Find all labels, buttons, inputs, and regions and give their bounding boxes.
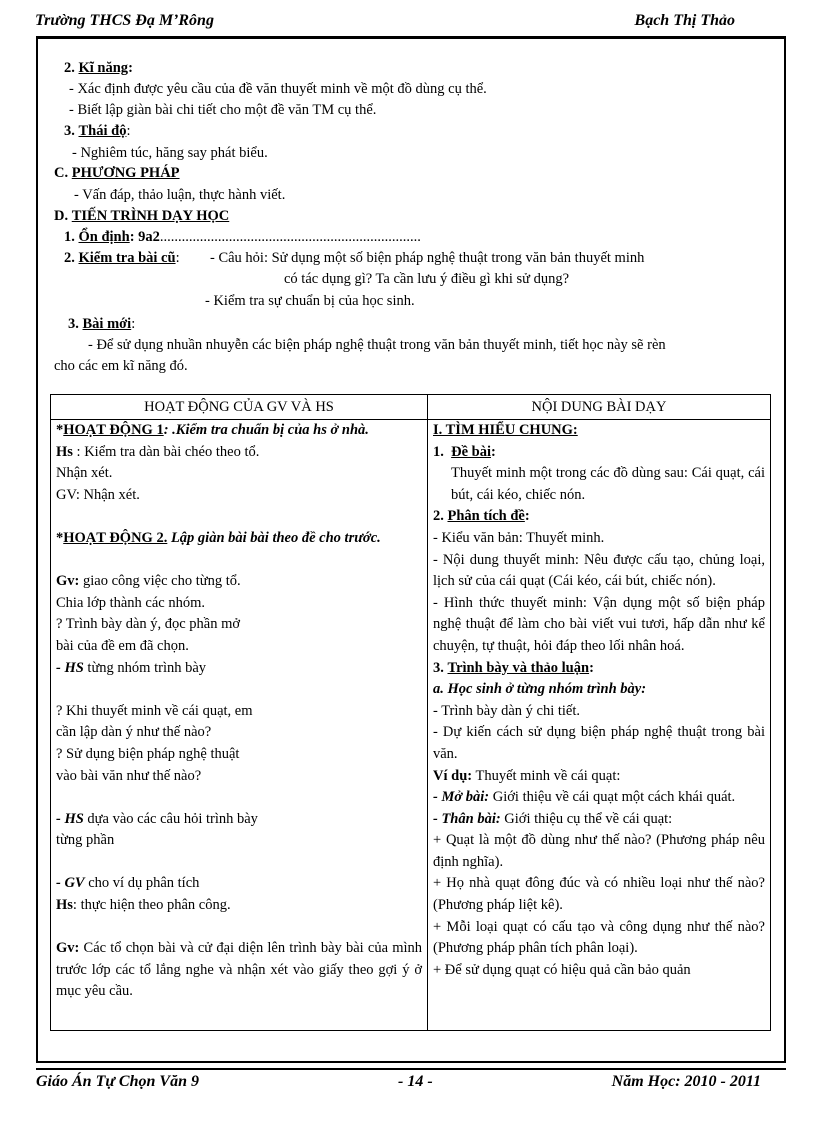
- activity-1-title: HOẠT ĐỘNG 1: [63, 422, 164, 438]
- skills-item-2: - Biết lập giàn bài chi tiết cho một đề văn TM cụ thể.: [69, 102, 377, 118]
- step-3-colon: :: [131, 316, 136, 332]
- hs-label-2: - HS: [56, 659, 84, 676]
- step-2-question-1: - Câu hỏi: Sử dụng một số biện pháp nghệ thuật trong văn bản thuyết minh: [210, 250, 645, 266]
- content-column: [433, 420, 765, 1030]
- gv-label-3: - GV: [56, 875, 85, 892]
- activity-1-prefix: *: [56, 422, 64, 438]
- gv-line-2: [56, 571, 422, 593]
- subsection-1-heading: 1. Đề bài:: [433, 443, 496, 460]
- subsection-3-heading: 3. Trình bày và thảo luận:: [433, 659, 594, 676]
- subsection-1-title: Đề bài: [451, 443, 491, 460]
- step-3: [68, 314, 135, 334]
- question-2-line-2: cần lập dàn ý như thế nào?: [56, 724, 212, 741]
- page-footer: [36, 1068, 786, 1097]
- table-body-row: [51, 420, 771, 1031]
- activity-2-desc: Lập giàn bài bài theo đề cho trước.: [167, 529, 381, 546]
- hs-text-2: từng nhóm trình bày: [83, 659, 207, 676]
- page-number: - 14 -: [398, 1073, 433, 1090]
- subsection-2-number: 2.: [433, 508, 444, 525]
- example-line: [433, 766, 765, 788]
- process-heading: [54, 206, 229, 226]
- footer-title: Giáo Án Tự Chọn Văn 9: [36, 1073, 199, 1090]
- skills-heading: [64, 58, 133, 78]
- point-4: + Để sử dụng quạt có hiệu quả cần bảo quản: [433, 961, 691, 978]
- gv-line-1: GV: Nhận xét.: [56, 486, 140, 503]
- lesson-table: [50, 394, 771, 1031]
- question-2-line-1: ? Khi thuyết minh về cái quạt, em: [56, 702, 253, 719]
- step-2-colon: :: [175, 250, 180, 266]
- hs-line-3b: từng phần: [56, 832, 115, 849]
- question-1-line-1: ? Trình bày dàn ý, đọc phần mở: [56, 616, 241, 633]
- skills-title: Kĩ năng: [78, 60, 129, 76]
- hs-text-4: : thực hiện theo phân công.: [72, 897, 231, 914]
- hs-label-1: Hs: [56, 443, 73, 460]
- activity-2-heading: [56, 528, 422, 550]
- hs-line-2: [56, 658, 422, 680]
- gv-line-4: [56, 938, 422, 1003]
- activities-cell: [51, 420, 428, 1031]
- subsection-3-title: Trình bày và thảo luận: [447, 659, 590, 676]
- gv-line-3: [56, 873, 422, 895]
- example-text: Thuyết minh về cái quạt:: [472, 767, 621, 784]
- step-2-number: 2.: [64, 250, 75, 266]
- attitude-title: Thái độ: [78, 123, 127, 139]
- intro-label: - Mở bài:: [433, 789, 490, 806]
- point-2: + Họ nhà quạt đông đúc và có nhiều loại như thế nào? (Phương pháp liệt kê).: [433, 875, 765, 914]
- step-2-question-3: - Kiểm tra sự chuẩn bị của học sinh.: [205, 293, 415, 309]
- step-1-dots: ........................................................................: [159, 229, 421, 245]
- hs-text-1: : Kiểm tra dàn bài chéo theo tổ.: [72, 443, 260, 460]
- page-header: [35, 12, 760, 34]
- hs-line-3: [56, 809, 422, 831]
- question-1-line-2: bài của đề em đã chọn.: [56, 637, 189, 654]
- school-year: Năm Học: 2010 - 2011: [611, 1073, 761, 1090]
- hs-label-4: Hs: [56, 897, 73, 914]
- step-1-number: 1.: [64, 229, 75, 245]
- header-activities: HOẠT ĐỘNG CỦA GV VÀ HS: [51, 395, 428, 420]
- skills-number: 2.: [64, 60, 75, 76]
- subsection-3-number: 3.: [433, 659, 444, 676]
- point-1: + Quạt là một đồ dùng như thế nào? (Phương pháp nêu định nghĩa).: [433, 832, 765, 870]
- point-3: + Mỗi loại quạt có cấu tạo và công dụng như thế nào? (Phương pháp phân tích phân loại).: [433, 918, 765, 957]
- step-2-question-2: có tác dụng gì? Ta cần lưu ý điều gì khi sử dụng?: [284, 271, 570, 287]
- gv-text-3: cho ví dụ phân tích: [84, 875, 200, 892]
- subsection-2-heading: 2. Phân tích đề:: [433, 508, 530, 525]
- hs-line-4: [56, 895, 422, 917]
- gv-label-4: Gv:: [56, 940, 80, 957]
- table-header-row: [51, 395, 771, 420]
- skills-colon: :: [128, 60, 133, 76]
- subsection-1-number: 1.: [433, 443, 444, 460]
- school-name: Trường THCS Đạ M’Rông: [35, 12, 214, 29]
- hs-label-3: - HS: [56, 810, 84, 827]
- body-line: [433, 809, 765, 831]
- intro-line: [433, 787, 765, 809]
- process-number: D.: [54, 208, 69, 224]
- activities-column: [56, 420, 422, 1030]
- example-label: Ví dụ:: [433, 767, 473, 784]
- attitude-number: 3.: [64, 123, 75, 139]
- body-label: - Thân bài:: [433, 810, 501, 827]
- activity-2-title: HOẠT ĐỘNG 2.: [63, 529, 168, 546]
- process-title: TIẾN TRÌNH DẠY HỌC: [71, 208, 230, 224]
- step-2: [64, 248, 180, 268]
- review-line: Nhận xét.: [56, 465, 113, 482]
- subsection-2-title: Phân tích đề: [447, 508, 525, 525]
- attitude-colon: :: [126, 123, 131, 139]
- method-number: C.: [54, 165, 69, 181]
- topic-text: Thuyết minh một trong các đồ dùng sau: Cái quạt, cái bút, cái kéo, chiếc nón.: [451, 465, 765, 503]
- body-text: Giới thiệu cụ thể về cái quạt:: [500, 810, 673, 827]
- activity-1-desc: : .Kiểm tra chuẩn bị của hs ở nhà.: [163, 422, 369, 438]
- form-analysis: - Hình thức thuyết minh: Vận dụng một số biện pháp nghệ thuật để làm cho bài viết vui tươi, hấp dẫn như kể chuyện, tự thuật, hỏi đáp theo lối nhân hoá.: [433, 594, 765, 654]
- gv-text-4: Các tổ chọn bài và cử đại diện lên trình bày bài của mình trước lớp các tổ lắng nghe và nhận xét vào giấy theo gợi ý ở mục yêu cầu.: [56, 940, 422, 1000]
- step-3-paragraph-line-2: cho các em kĩ năng đó.: [54, 358, 188, 374]
- step-2-title: Kiểm tra bài cũ: [78, 250, 176, 266]
- method-heading: [54, 163, 180, 183]
- teacher-name: Bạch Thị Thảo: [634, 12, 735, 29]
- activity-1-heading: [56, 420, 422, 442]
- hs-text-3: dựa vào các câu hỏi trình bày: [83, 810, 258, 827]
- group-presentation-heading: a. Học sinh ở từng nhóm trình bày:: [433, 681, 647, 698]
- question-3-line-1: ? Sử dụng biện pháp nghệ thuật: [56, 745, 240, 762]
- group-line: Chia lớp thành các nhóm.: [56, 594, 206, 611]
- gv-label-2: Gv:: [56, 573, 80, 590]
- attitude-heading: [64, 121, 131, 141]
- skills-item-1: - Xác định được yêu cầu của đề văn thuyết minh về một đồ dùng cụ thể.: [69, 81, 487, 97]
- attitude-item-1: - Nghiêm túc, hăng say phát biểu.: [72, 145, 268, 161]
- step-3-paragraph-line-1: - Để sử dụng nhuần nhuyễn các biện pháp nghệ thuật trong văn bản thuyết minh, tiết học này sẽ rèn: [88, 337, 666, 353]
- content-cell: [428, 420, 771, 1031]
- question-3-line-2: vào bài văn như thế nào?: [56, 767, 202, 784]
- hs-line-1: [56, 442, 422, 464]
- text-type-line: - Kiểu văn bản: Thuyết minh.: [433, 529, 605, 546]
- step-1: [64, 227, 421, 247]
- step-1-value: : 9a2: [129, 229, 160, 245]
- activity-2-prefix: *: [56, 529, 64, 546]
- gv-text-2: giao công việc cho từng tổ.: [79, 573, 241, 590]
- method-item-1: - Vấn đáp, thảo luận, thực hành viết.: [74, 187, 286, 203]
- header-content: NỘI DUNG BÀI DẠY: [428, 395, 771, 420]
- step-3-number: 3.: [68, 316, 79, 332]
- content-analysis: - Nội dung thuyết minh: Nêu được cấu tạo, chủng loại, lịch sử của cái quạt (Cái kéo, cái bút, chiếc nón).: [433, 551, 765, 590]
- outline-line: - Trình bày dàn ý chi tiết.: [433, 702, 581, 719]
- section-1-title: I. TÌM HIỂU CHUNG:: [433, 422, 578, 438]
- method-title: PHƯƠNG PHÁP: [71, 165, 180, 181]
- step-3-title: Bài mới: [82, 316, 132, 332]
- intro-text: Giới thiệu về cái quạt một cách khái quát.: [489, 789, 736, 806]
- plan-line: - Dự kiến cách sử dụng biện pháp nghệ thuật trong bài văn.: [433, 724, 765, 762]
- step-1-title: Ổn định: [78, 229, 130, 245]
